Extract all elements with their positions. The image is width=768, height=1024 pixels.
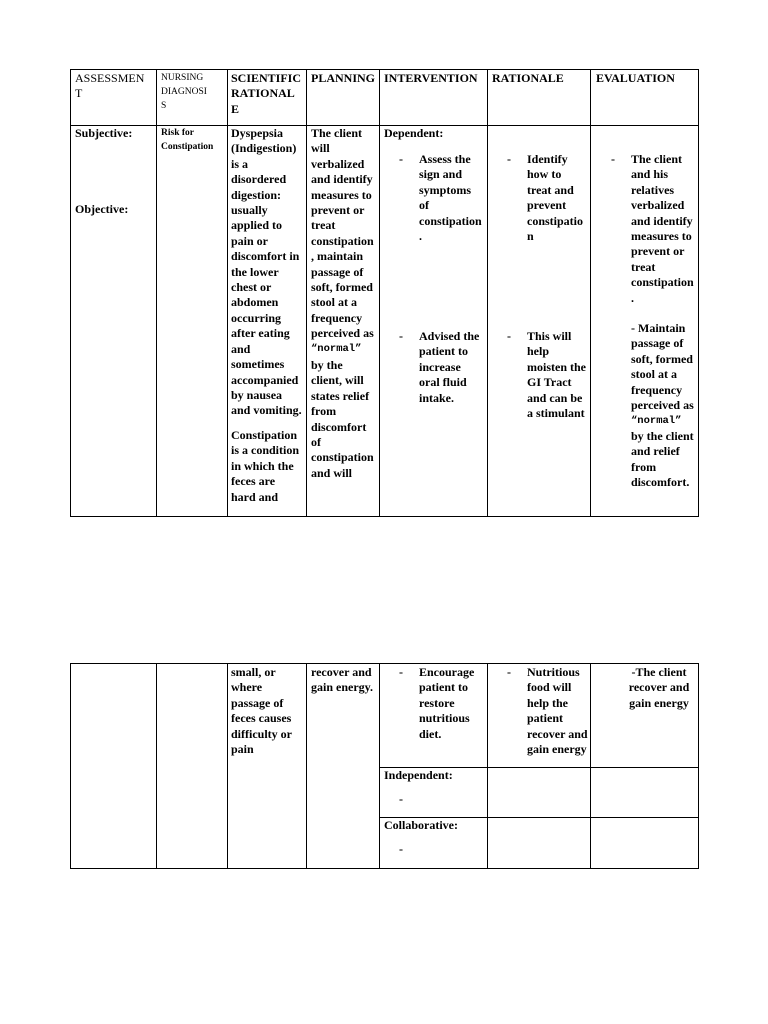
evaluation-normal-quote: “normal” [631, 415, 682, 427]
care-plan-table-page2 [70, 663, 699, 869]
bullet-dash: - [399, 665, 403, 679]
column-divider [487, 70, 488, 516]
bullet-dash: - [399, 152, 403, 166]
header-nursing-diagnosis: NURSING DIAGNOSI S [161, 73, 207, 111]
planning-text-part2: by the client, will states relief from discomfort of constipation and will [311, 358, 374, 480]
independent-dash: - [399, 792, 403, 806]
column-divider [156, 70, 157, 516]
bullet-dash: - [399, 329, 403, 343]
evaluation-relief-text: by the client and relief from discomfort. [631, 429, 694, 490]
rationale-item-text: Nutritious food will help the patient recover and gain energy [527, 665, 588, 757]
intervention-item-text: Assess the sign and symptoms of constipation . [419, 152, 482, 244]
column-divider [379, 664, 380, 868]
planning-normal-quote: “normal” [311, 343, 362, 355]
scientific-rationale-constipation: Constipation is a condition in which the feces are hard and [231, 428, 300, 504]
rationale-item-text: This will help moisten the GI Tract and can be a stimulant [527, 329, 586, 421]
column-divider [306, 70, 307, 516]
header-evaluation: EVALUATION [596, 71, 675, 85]
header-rationale: RATIONALE [492, 71, 564, 85]
collaborative-label: Collaborative: [384, 818, 458, 832]
independent-label: Independent: [384, 768, 453, 782]
bullet-dash: - [507, 329, 511, 343]
objective-label: Objective: [75, 202, 129, 216]
dependent-label: Dependent: [384, 126, 444, 140]
subjective-label: Subjective: [75, 126, 133, 140]
evaluation-maintain-text: - Maintain passage of soft, formed stool at a frequency perceived as [631, 321, 694, 413]
scientific-rationale-dyspepsia: Dyspepsia (Indigestion) is a disordered digestion: usually applied to pain or discomfort in the lower chest or abdomen occurring after eating and sometimes accompanied by nausea and vomiting. [231, 126, 302, 418]
header-assessment: ASSESSMEN T [75, 71, 145, 101]
header-scientific-rationale: SCIENTIFIC RATIONAL E [231, 71, 302, 116]
evaluation-continued: -The client recover and gain energy [628, 665, 690, 710]
bullet-dash: - [507, 152, 511, 166]
bullet-dash: - [611, 152, 615, 166]
planning-text-part1: The client will verbalized and identify measures to prevent or treat constipation , maintain passage of soft, formed stool at a frequency perceived as [311, 126, 374, 341]
bullet-dash: - [507, 665, 511, 679]
intervention-item-text: Encourage patient to restore nutritious diet. [419, 665, 475, 741]
column-divider [590, 70, 591, 516]
column-divider [156, 664, 157, 868]
rationale-item-text: Identify how to treat and prevent constipatio n [527, 152, 584, 244]
header-planning: PLANNING [311, 71, 376, 85]
collaborative-dash: - [399, 842, 403, 856]
intervention-item-text: Advised the patient to increase oral fluid intake. [419, 329, 480, 405]
column-divider [379, 70, 380, 516]
evaluation-item-text: The client and his relatives verbalized and identify measures to prevent or treat constipation . [631, 152, 694, 305]
column-divider [227, 664, 228, 868]
care-plan-table-page1 [70, 69, 699, 517]
scientific-rationale-continued: small, or where passage of feces causes difficulty or pain [231, 665, 292, 757]
diagnosis-text: Risk for Constipation [161, 128, 214, 152]
column-divider [306, 664, 307, 868]
header-intervention: INTERVENTION [384, 71, 478, 85]
planning-continued: recover and gain energy. [311, 665, 373, 695]
column-divider [227, 70, 228, 516]
